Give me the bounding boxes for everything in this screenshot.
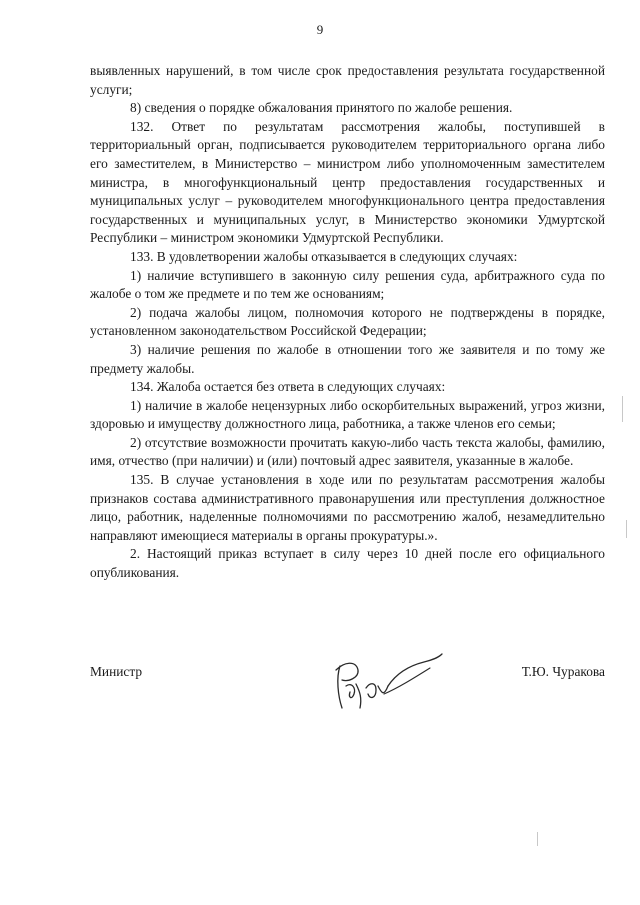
signatory-name: Т.Ю. Чуракова: [521, 664, 605, 679]
paragraph-132: 132. Ответ по результатам рассмотрения жалобы, поступившей в территориальный орган, подписывается руководителем территориального органа либо его заместителем, в Министерство – министром либо уполномоченным заместителем министра, в многофункциональный центр предоставления государственных и муниципальных услуг – руководителем многофункционального центра предоставления государственных и муниципальных услуг, в Министерство экономики Удмуртской Республики – министром экономики Удмуртской Республики.: [90, 118, 605, 246]
scan-margin-mark: [537, 832, 538, 846]
handwritten-signature: [326, 648, 446, 718]
paragraph-133-item-1: 1) наличие вступившего в законную силу решения суда, арбитражного суда по жалобе о том же предмете и по тем же основаниям;: [90, 267, 605, 302]
paragraph-2-effective-date: 2. Настоящий приказ вступает в силу через 10 дней после его официального опубликования.: [90, 546, 605, 581]
paragraph-135: 135. В случае установления в ходе или по результатам рассмотрения жалобы признаков состава административного правонарушения или преступления должностное лицо, работник, наделенные полномочиями по рассмотрению жалоб, незамедлительно направляют имеющиеся материалы в органы прокуратуры.».: [90, 472, 605, 543]
paragraph-133-item-3: 3) наличие решения по жалобе в отношении того же заявителя и по тому же предмету жалобы.: [90, 341, 605, 376]
page-number: 9: [316, 22, 324, 37]
paragraph-134-item-1: 1) наличие в жалобе нецензурных либо оскорбительных выражений, угроз жизни, здоровью и имуществу должностного лица, работника, а также членов его семьи;: [90, 397, 605, 432]
paragraph-item-8: 8) сведения о порядке обжалования принятого по жалобе решения.: [130, 100, 513, 116]
paragraph-continuation: выявленных нарушений, в том числе срок предоставления результата государственной услуги;: [90, 63, 605, 97]
signatory-title: Министр: [90, 664, 143, 679]
scan-margin-mark: [622, 396, 623, 422]
document-body: [90, 62, 605, 583]
paragraph-133-item-2: 2) подача жалобы лицом, полномочия которого не подтверждены в порядке, установленном законодательством Российской Федерации;: [90, 304, 605, 339]
paragraph-133: 133. В удовлетворении жалобы отказывается в следующих случаях:: [130, 248, 518, 264]
paragraph-134: 134. Жалоба остается без ответа в следующих случаях:: [130, 379, 446, 395]
paragraph-134-item-2: 2) отсутствие возможности прочитать какую-либо часть текста жалобы, фамилию, имя, отчество (при наличии) и (или) почтовый адрес заявителя, указанные в жалобе.: [90, 434, 605, 469]
scan-margin-mark: [626, 520, 627, 538]
